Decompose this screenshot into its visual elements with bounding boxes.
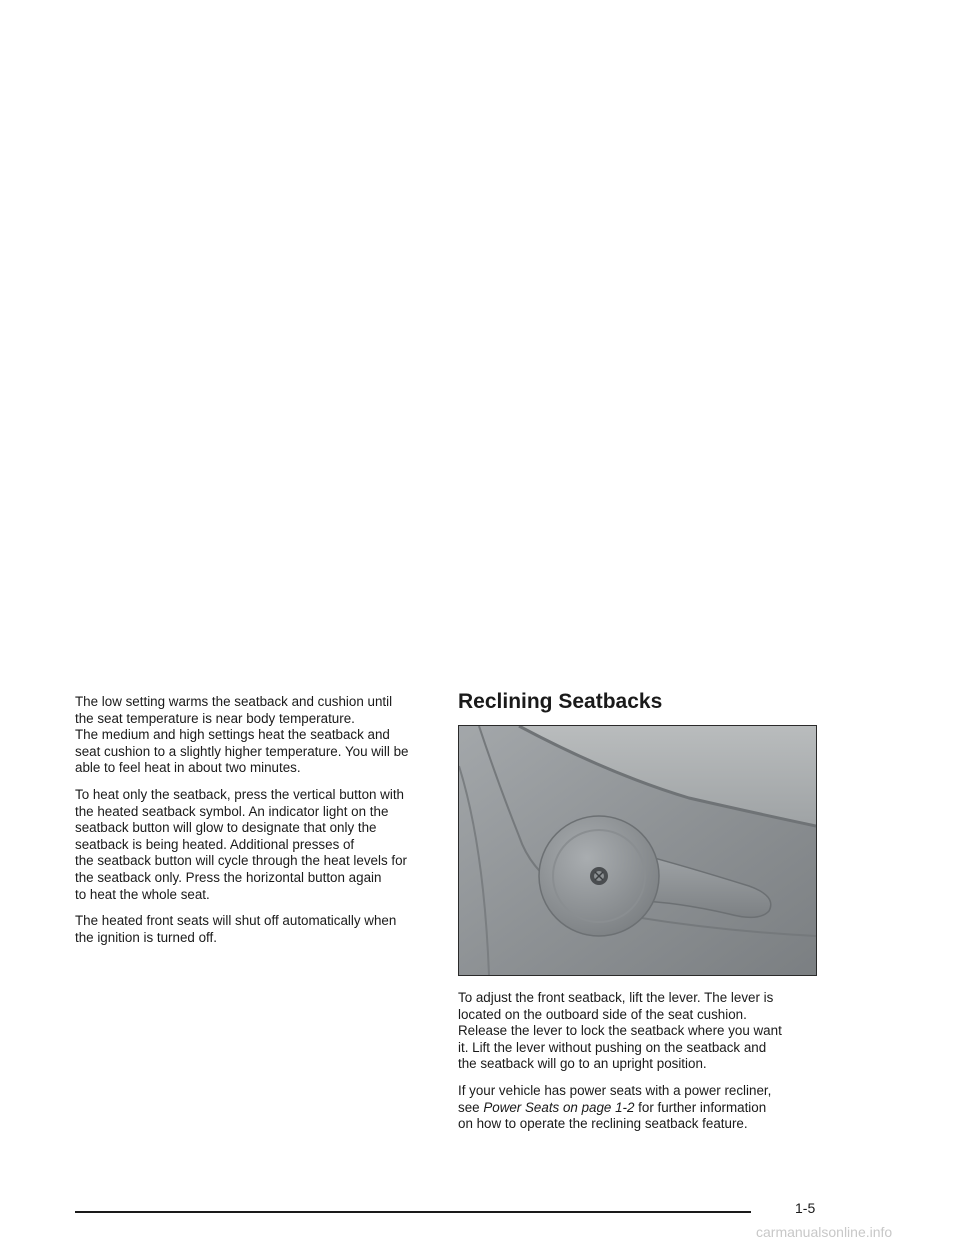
power-seats-link[interactable]: Power Seats on page 1-2 — [483, 1099, 635, 1115]
paragraph-adjust-seatback: To adjust the front seatback, lift the lever. The lever is located on the outboard side of the seat cushion. Release the lever to lock the seatback where you want it. Lift the lever without pushing on the seatback and the seatback will go to an upright position. — [458, 990, 782, 1072]
section-heading: Reclining Seatbacks — [458, 690, 663, 713]
xref-line: see Power Seats on page 1-2 for further information — [458, 1099, 767, 1115]
paragraph-heat-seatback-only: To heat only the seatback, press the vertical button with the heated seatback symbol. An indicator light on the seatback button will glow to designate that only the seatback is being heated. Additional presses of the seatback button will cycle through the heat levels for the seatback only. Press the horizontal button again to heat the whole seat. — [75, 786, 407, 902]
paragraph-heat-settings: The low setting warms the seatback and cushion until the seat temperature is near body temperature. The medium and high settings heat the seatback and seat cushion to a slightly higher temperature. You will be able to feel heat in about two minutes. — [75, 694, 409, 776]
page-number: 1-5 — [795, 1200, 816, 1216]
recliner-lever-illustration — [458, 725, 817, 976]
paragraph-power-recliner: If your vehicle has power seats with a power recliner, see Power Seats on page 1-2 for further information on how to operate the reclining seatback feature. — [458, 1083, 826, 1133]
paragraph-auto-shutoff: The heated front seats will shut off automatically when the ignition is turned off. — [75, 913, 397, 945]
footer-rule — [75, 1211, 751, 1213]
watermark: carmanualsonline.info — [756, 1224, 893, 1240]
right-column — [458, 689, 826, 1143]
left-column — [75, 694, 440, 956]
